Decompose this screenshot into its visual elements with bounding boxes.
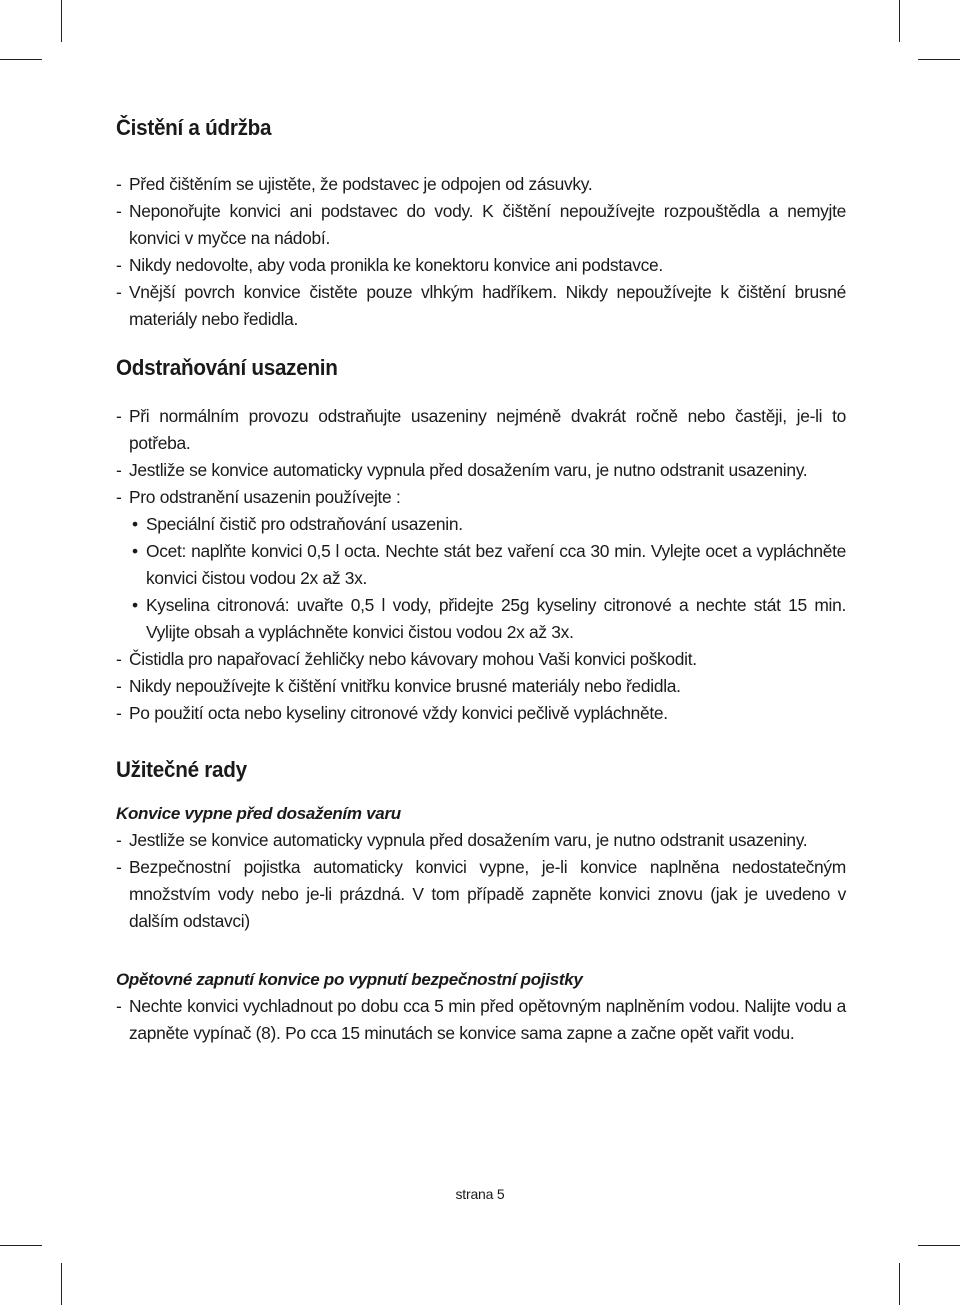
section-title-descaling: Odstraňování usazenin [116, 355, 338, 380]
list-item [116, 827, 846, 854]
list-item-text: Nechte konvici vychladnout po dobu cca 5 min před opětovným naplněním vodou. Nalijte vodu a zapněte vypínač (8). Po cca 15 minutách se konvice sama zapne a začne opět vařit vodu. [129, 996, 846, 1043]
list-item [116, 403, 846, 457]
crop-mark [61, 0, 62, 42]
list-item-text: Při normálním provozu odstraňujte usazeniny nejméně dvakrát ročně nebo častěji, je-li to potřeba. [129, 406, 846, 453]
list-item-text: Nikdy nepoužívejte k čištění vnitřku konvice brusné materiály nebo ředidla. [129, 676, 681, 696]
list-marker: - [116, 174, 122, 194]
document-body [116, 113, 846, 1047]
list-item [116, 171, 846, 198]
section-title-cleaning: Čistění a údržba [116, 115, 272, 140]
list-item-text: Jestliže se konvice automaticky vypnula před dosažením varu, je nutno odstranit usazeniny. [129, 830, 808, 850]
crop-mark [918, 1245, 960, 1246]
list-marker: - [116, 996, 122, 1016]
list-item [116, 646, 846, 673]
list-marker: - [116, 830, 122, 850]
list-item-text: Po použití octa nebo kyseliny citronové vždy konvici pečlivě vypláchněte. [129, 703, 668, 723]
bullet-item [116, 592, 846, 646]
list-item [116, 854, 846, 935]
list-item-text: Neponořujte konvici ani podstavec do vody. K čištění nepoužívejte rozpouštědla a nemyjte konvici v myčce na nádobí. [129, 201, 846, 248]
bullet-marker: • [132, 541, 138, 561]
list-marker: - [116, 703, 122, 723]
list-item [116, 198, 846, 252]
list-item-text: Čistidla pro napařovací žehličky nebo kávovary mohou Vaši konvici poškodit. [129, 649, 697, 669]
crop-mark [918, 59, 960, 60]
crop-mark [0, 59, 42, 60]
list-marker: - [116, 282, 122, 302]
list-marker: - [116, 460, 122, 480]
crop-mark [899, 1263, 900, 1305]
list-marker: - [116, 406, 122, 426]
bullet-item-text: Speciální čistič pro odstraňování usazenin. [146, 514, 463, 534]
bullet-item-text: Kyselina citronová: uvařte 0,5 l vody, přidejte 25g kyseliny citronové a nechte stát 15 min. Vylijte obsah a vypláchněte konvici čistou vodou 2x až 3x. [146, 595, 846, 642]
list-item [116, 700, 846, 727]
list-marker: - [116, 649, 122, 669]
list-marker: - [116, 255, 122, 275]
list-item [116, 252, 846, 279]
bullet-item [116, 538, 846, 592]
list-item-text: Vnější povrch konvice čistěte pouze vlhkým hadříkem. Nikdy nepoužívejte k čištění brusné materiály nebo ředidla. [129, 282, 846, 329]
list-item [116, 279, 846, 333]
list-item-text: Bezpečnostní pojistka automaticky konvici vypne, je-li konvice naplněna nedostatečným množstvím vody nebo je-li prázdná. V tom případě zapněte konvici znovu (jak je uvedeno v dalším odstavci) [129, 857, 846, 931]
list-item-text: Před čištěním se ujistěte, že podstavec je odpojen od zásuvky. [129, 174, 593, 194]
list-marker: - [116, 676, 122, 696]
subsection-title: Konvice vypne před dosažením varu [116, 804, 401, 823]
bullet-marker: • [132, 514, 138, 534]
section-title-tips: Užitečné rady [116, 757, 247, 782]
list-marker: - [116, 487, 122, 507]
list-item [116, 484, 846, 511]
subsection-title: Opětovné zapnutí konvice po vypnutí bezpečnostní pojistky [116, 970, 583, 989]
list-item [116, 457, 846, 484]
bullet-item [116, 511, 846, 538]
list-marker: - [116, 201, 122, 221]
list-item-text: Pro odstranění usazenin používejte : [129, 487, 401, 507]
crop-mark [0, 1245, 42, 1246]
crop-mark [899, 0, 900, 42]
list-item-text: Jestliže se konvice automaticky vypnula před dosažením varu, je nutno odstranit usazeniny. [129, 460, 808, 480]
list-marker: - [116, 857, 122, 877]
list-item [116, 673, 846, 700]
bullet-marker: • [132, 595, 138, 615]
bullet-item-text: Ocet: naplňte konvici 0,5 l octa. Nechte stát bez vaření cca 30 min. Vylejte ocet a vypláchněte konvici čistou vodou 2x až 3x. [146, 541, 846, 588]
list-item-text: Nikdy nedovolte, aby voda pronikla ke konektoru konvice ani podstavce. [129, 255, 663, 275]
page-number: strana 5 [455, 1186, 505, 1202]
list-item [116, 993, 846, 1047]
crop-mark [61, 1263, 62, 1305]
